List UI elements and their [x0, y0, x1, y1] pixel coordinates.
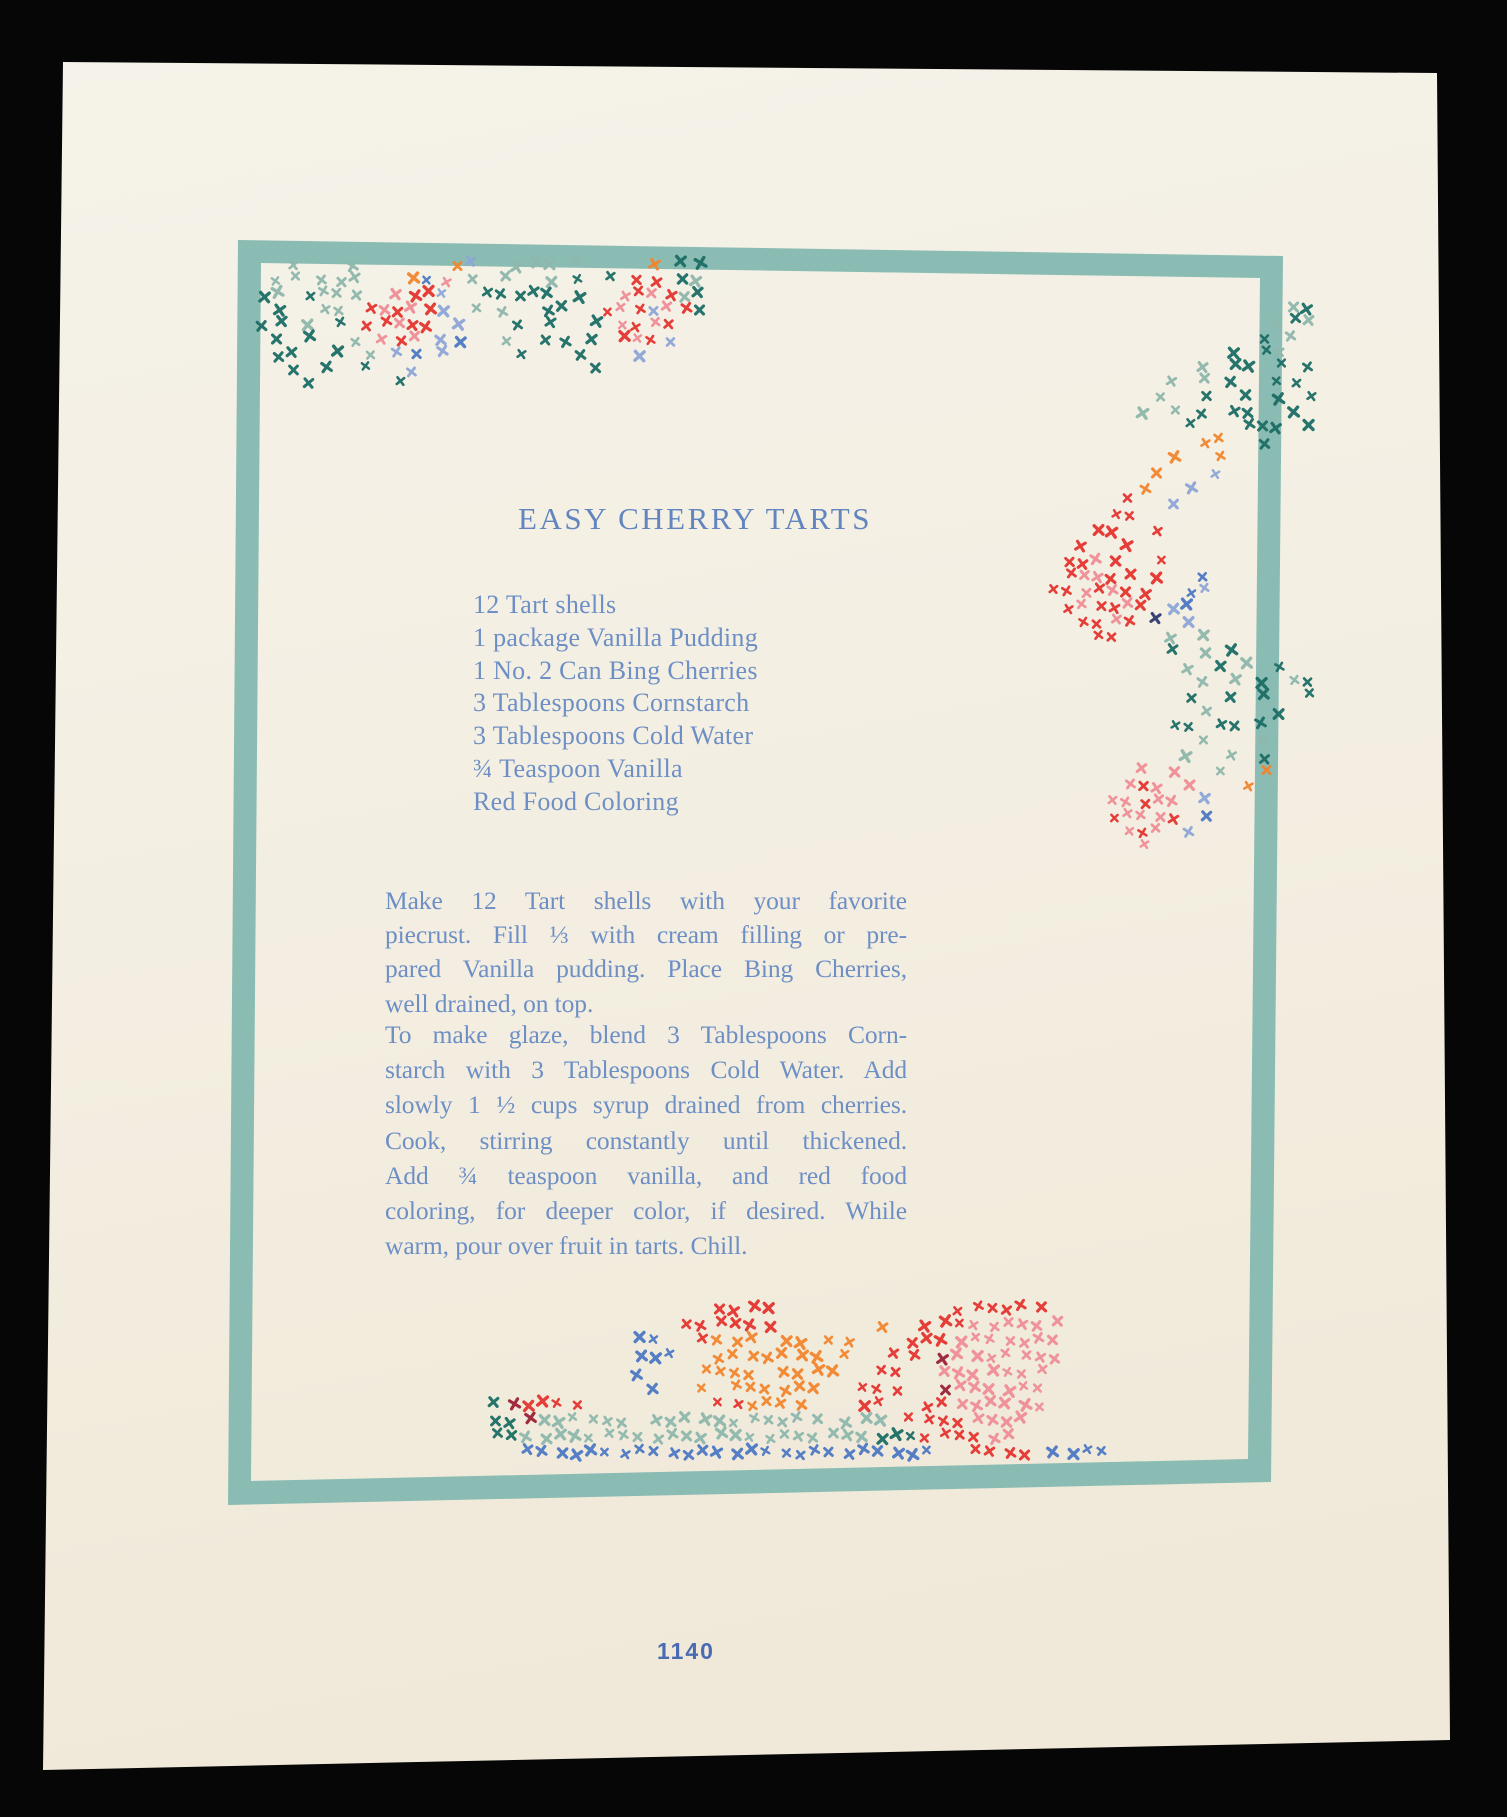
stitch	[344, 268, 363, 287]
stitch	[645, 1443, 661, 1459]
stitch	[1034, 1361, 1050, 1377]
stitch	[1121, 565, 1139, 583]
stitch	[873, 1318, 891, 1336]
stitch	[285, 362, 301, 378]
stitch	[1274, 356, 1288, 370]
stitch	[822, 1361, 842, 1381]
stitch	[1149, 523, 1165, 539]
stitch	[1132, 759, 1150, 777]
stitch	[657, 298, 675, 316]
stitch	[837, 1346, 853, 1362]
page-number: 1140	[657, 1638, 715, 1664]
paragraph-line: coloring, for deeper color, if desired. While	[385, 1195, 907, 1225]
stitch	[629, 346, 648, 365]
stitch	[691, 302, 707, 318]
stitch	[509, 316, 526, 333]
stitch	[1250, 713, 1270, 733]
stitch	[1135, 479, 1154, 498]
stitch	[1131, 402, 1152, 423]
stitch	[778, 1446, 793, 1461]
stitch	[432, 342, 451, 361]
stitch	[1223, 746, 1240, 763]
stitch	[299, 326, 319, 346]
stitch	[1146, 609, 1165, 628]
stitch	[1073, 596, 1089, 612]
stitch	[1121, 509, 1136, 524]
stitch	[1165, 496, 1181, 512]
stitch	[548, 1395, 564, 1411]
stitch	[1016, 1446, 1033, 1463]
stitch	[694, 1381, 708, 1395]
stitch	[1196, 733, 1210, 747]
stitch	[1269, 705, 1287, 723]
stitch	[1179, 823, 1197, 841]
stitch	[671, 252, 690, 271]
stitch	[568, 254, 583, 269]
stitch	[1226, 718, 1243, 735]
stitch	[387, 343, 405, 361]
paragraph-line: starch with 3 Tablespoons Cold Water. Add	[385, 1055, 907, 1085]
stitch	[903, 1429, 917, 1443]
stitch	[347, 334, 363, 350]
stitch	[1212, 448, 1228, 464]
stitch	[946, 1344, 966, 1364]
stitch	[1032, 1299, 1049, 1316]
stitch	[282, 343, 300, 361]
stitch	[461, 252, 479, 270]
stitch	[1240, 778, 1257, 795]
stitch	[1299, 416, 1317, 434]
stitch	[646, 1332, 661, 1347]
stitch	[602, 268, 618, 284]
stitch	[1258, 763, 1273, 778]
stitch	[586, 1412, 600, 1426]
stitch	[644, 254, 664, 274]
stitch	[539, 255, 558, 274]
stitch	[901, 1410, 915, 1424]
paragraph-line: Add ¾ teaspoon vanilla, and red food	[385, 1160, 907, 1190]
stitch	[933, 1394, 950, 1411]
stitch	[1213, 764, 1226, 777]
paragraph-line: warm, pour over fruit in tarts. Chill.	[385, 1231, 748, 1261]
stitch	[711, 1396, 724, 1409]
stitch	[468, 301, 483, 316]
ingredient-line: 3 Tablespoons Cold Water	[473, 721, 754, 751]
stitch	[1120, 612, 1138, 630]
stitch	[532, 1442, 551, 1461]
stitch	[952, 1316, 965, 1329]
stitch	[1193, 625, 1212, 644]
stitch	[448, 314, 469, 335]
stitch	[1163, 640, 1181, 658]
stitch	[1196, 644, 1213, 661]
stitch	[1120, 491, 1134, 505]
stitch	[1016, 1379, 1031, 1394]
stitch	[1176, 594, 1196, 614]
stitch	[745, 1410, 762, 1427]
ingredient-line: 12 Tart shells	[473, 590, 617, 619]
stitch	[537, 331, 554, 348]
ingredient-line: 1 No. 2 Can Bing Cherries	[473, 655, 758, 685]
stitch	[1011, 1296, 1030, 1315]
stitch	[1183, 690, 1199, 706]
stitch	[1210, 430, 1226, 446]
stitch	[699, 1362, 713, 1376]
stitch	[643, 285, 659, 301]
stitch	[1271, 659, 1288, 676]
stitch	[1132, 807, 1148, 823]
stitch	[821, 1333, 835, 1347]
stitch	[804, 1378, 823, 1397]
stitch	[855, 1380, 870, 1395]
stitch	[1299, 311, 1317, 329]
stitch	[1195, 370, 1212, 387]
stitch	[1196, 580, 1212, 596]
stitch	[760, 1317, 779, 1336]
stitch	[1032, 1400, 1046, 1414]
ingredient-line: 1 package Vanilla Pudding	[473, 622, 759, 652]
stitch	[1030, 1381, 1044, 1395]
stitch	[464, 271, 480, 287]
stitch	[1162, 372, 1180, 390]
stitch	[1079, 1442, 1095, 1458]
paragraph-line: well drained, on top.	[385, 988, 594, 1018]
stitch	[997, 1346, 1013, 1362]
stitch	[820, 1444, 836, 1460]
paragraph-line: slowly 1 ½ cups syrup drained from cherries.	[385, 1090, 907, 1120]
stitch	[1136, 836, 1151, 851]
stitch	[968, 1330, 982, 1344]
stitch	[347, 286, 364, 303]
stitch	[1253, 732, 1272, 751]
stitch	[492, 285, 510, 303]
stitch	[1194, 789, 1213, 808]
stitch	[1225, 669, 1245, 689]
stitch	[484, 1393, 502, 1411]
stitch	[450, 332, 469, 351]
stitch	[1303, 388, 1319, 404]
stitch	[1180, 719, 1195, 734]
stitch	[724, 1346, 740, 1362]
stitch	[1042, 1442, 1062, 1462]
stitch	[601, 1426, 616, 1441]
stitch	[884, 1345, 902, 1363]
stitch	[268, 331, 284, 347]
stitch	[1288, 375, 1303, 390]
stitch	[1146, 568, 1166, 588]
stitch	[288, 269, 302, 283]
stitch	[771, 1394, 789, 1412]
stitch	[568, 286, 590, 308]
stitch	[496, 268, 513, 285]
stitch	[540, 313, 559, 332]
stitch	[569, 271, 585, 287]
stitch	[598, 1445, 612, 1459]
recipe-paragraph-2	[385, 1017, 907, 1263]
paragraph-line: To make glaze, blend 3 Tablespoons Corn-	[385, 1020, 907, 1049]
stitch	[999, 1425, 1017, 1443]
stitch	[1193, 673, 1212, 692]
stitch	[980, 1442, 998, 1460]
stitch	[706, 1442, 727, 1463]
stitch	[772, 1344, 790, 1362]
stitch	[405, 328, 422, 345]
stitch	[730, 1396, 746, 1412]
stitch	[643, 1379, 662, 1398]
stitch	[1048, 1313, 1065, 1330]
stitch	[1238, 356, 1259, 377]
stitch	[1153, 390, 1167, 404]
recipe-paragraph-1	[385, 884, 907, 1021]
stitch	[1299, 358, 1316, 375]
stitch	[663, 334, 677, 348]
ingredient-line: 3 Tablespoons Cornstarch	[473, 688, 750, 718]
stitch	[660, 316, 676, 332]
stitch	[1237, 386, 1254, 403]
stitch	[392, 374, 407, 389]
stitch	[1163, 446, 1184, 467]
stitch	[890, 1383, 904, 1397]
stitch	[1254, 685, 1273, 704]
stitch	[708, 1331, 726, 1349]
stitch	[904, 1346, 923, 1365]
stitch	[642, 332, 658, 348]
stitch	[332, 314, 349, 331]
stitch	[552, 297, 570, 315]
stitch	[1255, 435, 1273, 453]
stitch	[328, 285, 344, 301]
ingredient-line: Red Food Coloring	[473, 786, 679, 816]
stitch	[1182, 416, 1197, 431]
stitch	[408, 346, 424, 362]
stitch	[808, 1411, 825, 1428]
stitch	[1168, 403, 1182, 417]
stitch	[586, 360, 603, 377]
paragraph-line: pared Vanilla pudding. Place Bing Cherries,	[385, 954, 907, 984]
stitch	[513, 346, 529, 362]
stitch	[1302, 686, 1316, 700]
stitch	[1221, 688, 1239, 706]
stitch	[1104, 629, 1119, 644]
stitch	[565, 1410, 580, 1425]
stitch	[981, 1331, 998, 1348]
ingredient-list	[473, 589, 758, 819]
stitch	[1208, 466, 1224, 482]
page-title: EASY CHERRY TARTS	[518, 501, 872, 536]
stitch	[1094, 1443, 1109, 1458]
stitch	[1198, 388, 1214, 404]
stitch	[1154, 554, 1167, 567]
paragraph-line: Make 12 Tart shells with your favorite	[385, 886, 907, 915]
stitch	[1044, 1332, 1061, 1349]
stitch	[617, 1446, 633, 1462]
stitch	[1148, 821, 1163, 836]
stitch	[1086, 550, 1105, 569]
stitch	[498, 333, 513, 348]
stitch	[316, 357, 336, 377]
stitch	[585, 311, 606, 332]
stitch	[358, 318, 375, 335]
stitch	[758, 1299, 777, 1318]
stitch	[1180, 478, 1201, 499]
stitch	[1282, 327, 1300, 345]
stitch	[299, 374, 316, 391]
ingredient-line: ¾ Teaspoon Vanilla	[473, 753, 683, 783]
stitch	[613, 299, 629, 315]
stitch	[1162, 792, 1181, 811]
stitch	[741, 1328, 760, 1347]
stitch	[1197, 807, 1214, 824]
stitch	[887, 1364, 903, 1380]
paragraph-line: piecrust. Fill ⅓ with cream filling or pre-	[385, 920, 907, 950]
stitch	[358, 359, 373, 374]
stitch	[271, 312, 290, 331]
stitch	[1269, 374, 1283, 388]
stitch	[868, 1442, 886, 1460]
stitch	[919, 1444, 932, 1457]
stitch	[1197, 702, 1214, 719]
stitch	[999, 1364, 1015, 1380]
paragraph-line: Cook, stirring constantly until thickened.	[385, 1125, 907, 1155]
